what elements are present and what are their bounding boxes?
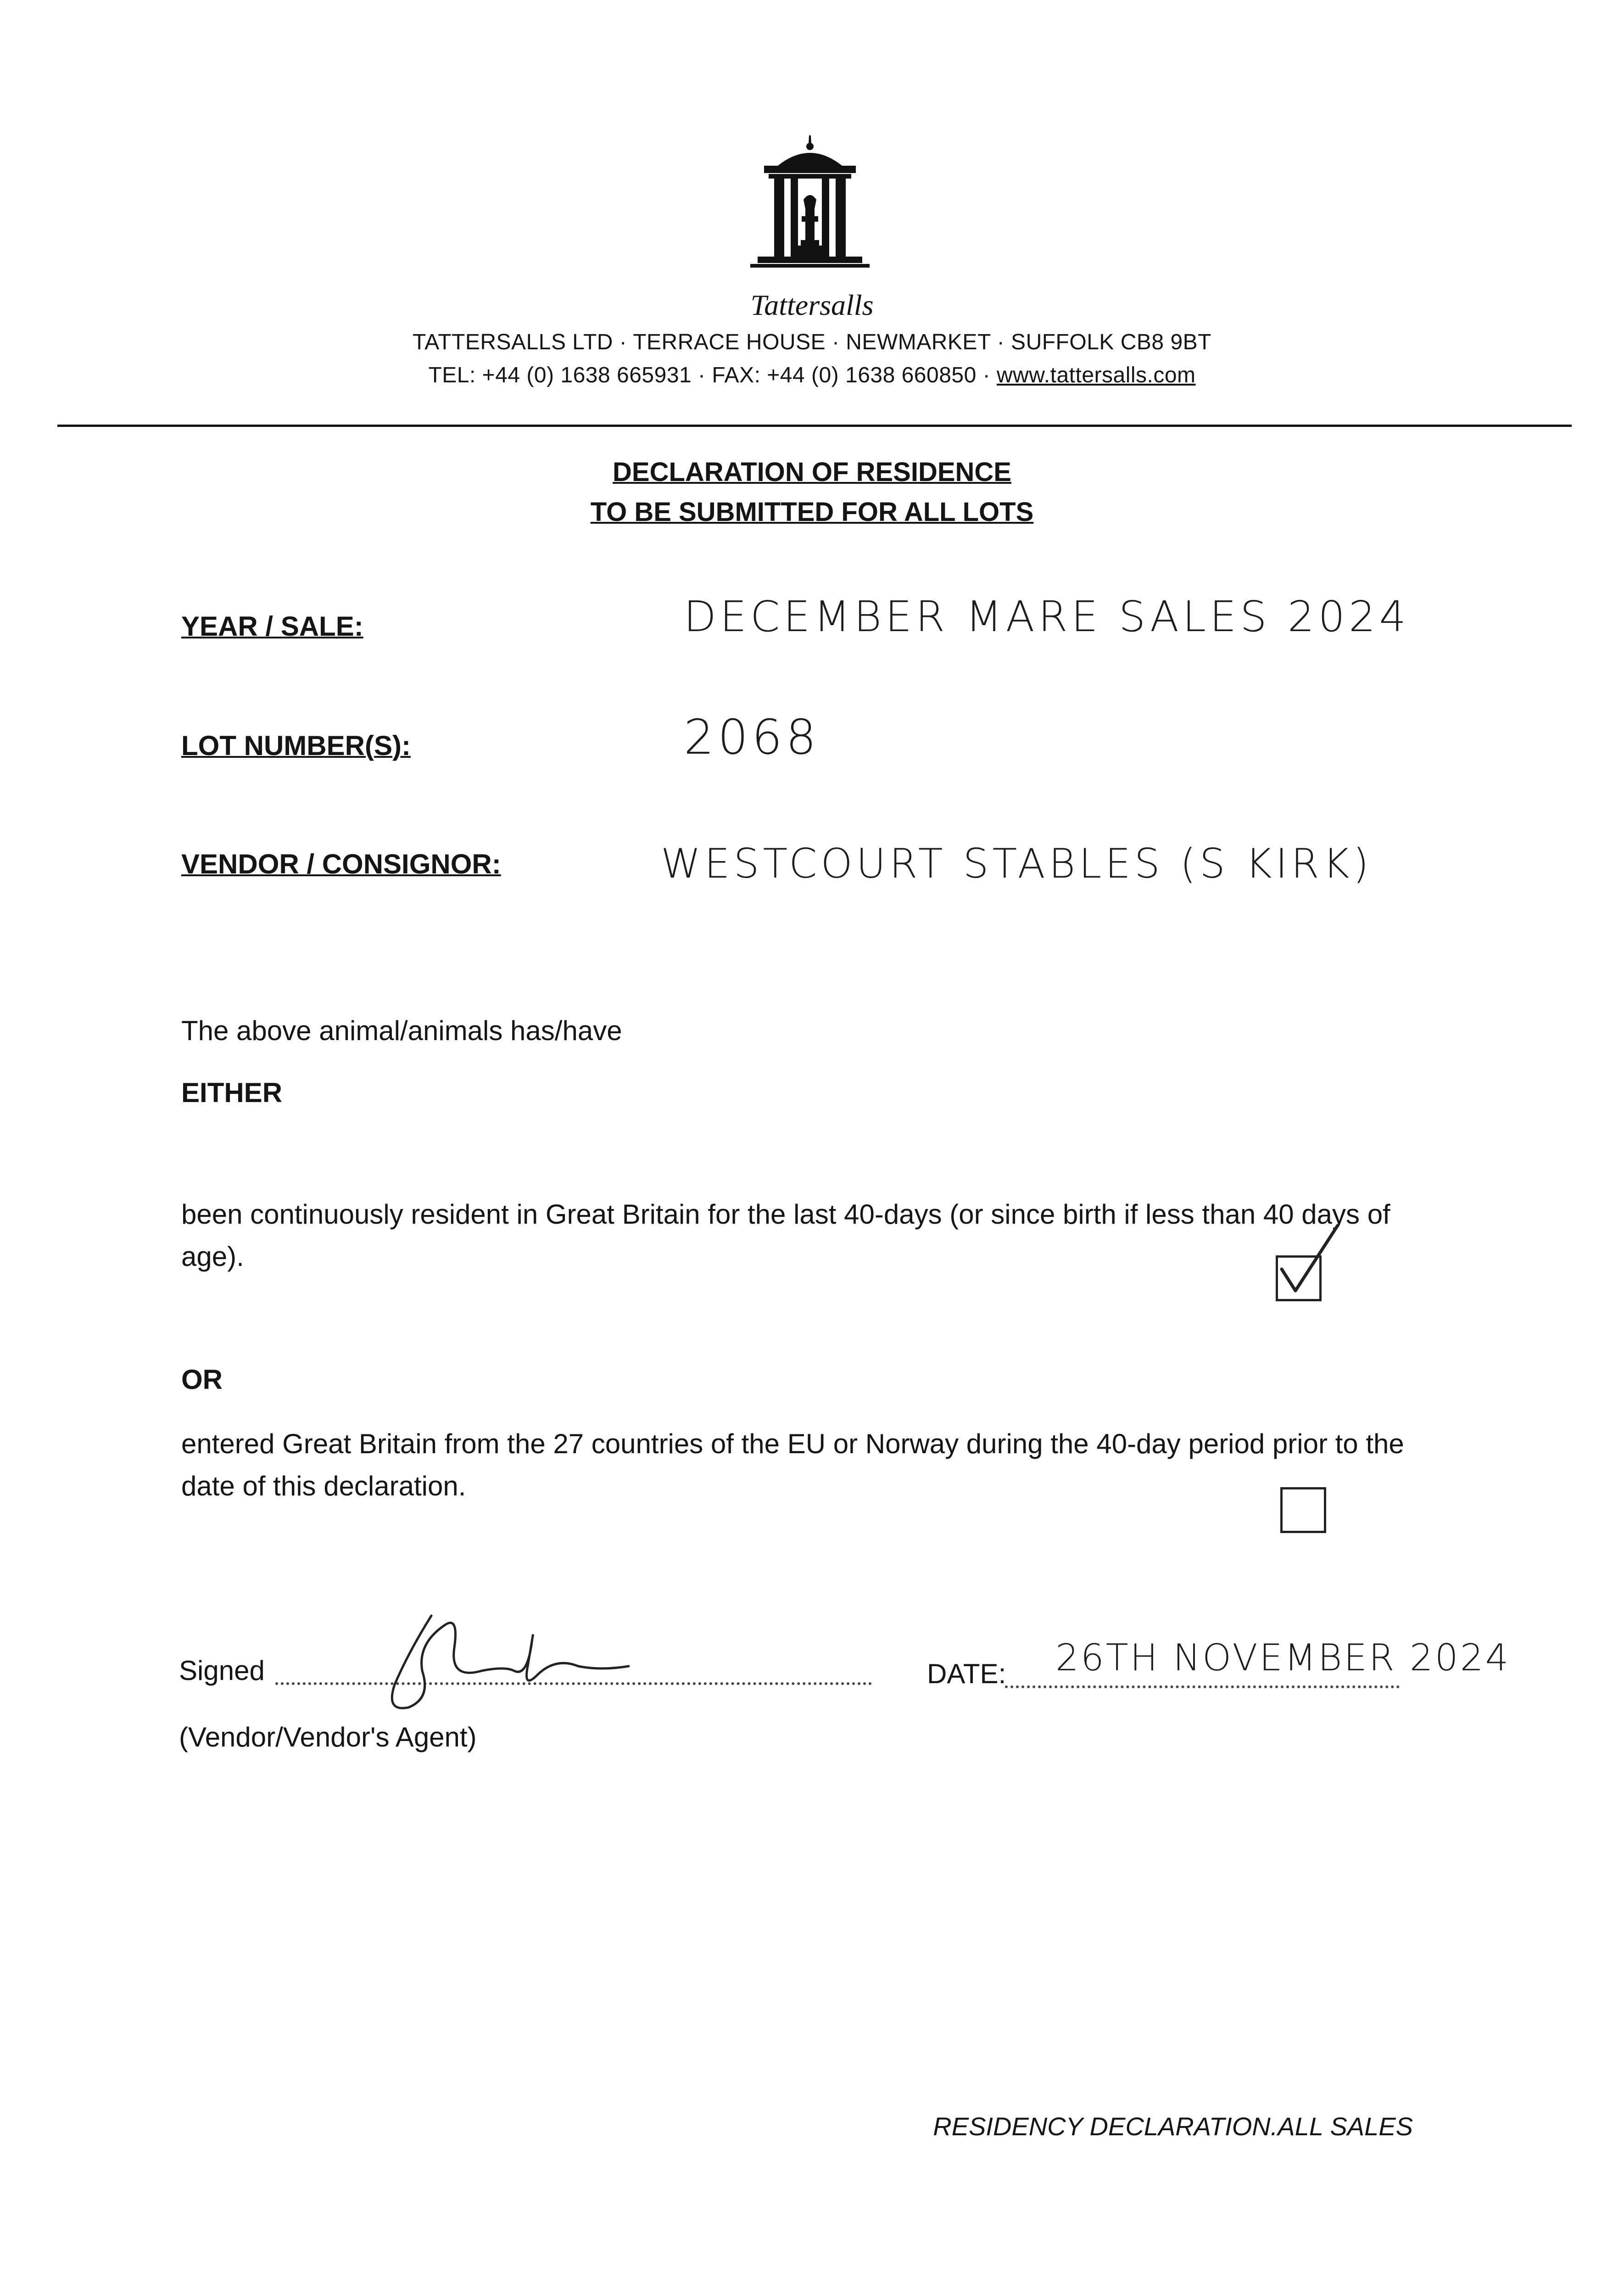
year-sale-value[interactable]: DECEMBER MARE SALES 2024: [684, 592, 1410, 641]
vendor-label: VENDOR / CONSIGNOR:: [181, 849, 501, 879]
lot-numbers-label: LOT NUMBER(S):: [181, 730, 411, 761]
brand-name: Tattersalls: [750, 289, 874, 321]
contact-numbers: TEL: +44 (0) 1638 665931 · FAX: +44 (0) 1638 660850 ·: [428, 363, 997, 387]
signed-label: Signed: [179, 1655, 265, 1686]
form-title: DECLARATION OF RESIDENCE: [613, 457, 1011, 487]
residence-checkbox[interactable]: [1276, 1255, 1322, 1301]
vendor-agent-label: (Vendor/Vendor's Agent): [179, 1722, 477, 1752]
vendor-value[interactable]: WESTCOURT STABLES (S KIRK): [661, 840, 1373, 887]
option-continuous-residence: been continuously resident in Great Britain for the last 40-days (or since birth if less than 40 days of age).: [181, 1199, 1390, 1272]
footer-reference: RESIDENCY DECLARATION.ALL SALES: [933, 2112, 1413, 2141]
intro-text: The above animal/animals has/have: [181, 1015, 622, 1046]
eu-entry-checkbox[interactable]: [1280, 1487, 1326, 1533]
lot-numbers-value[interactable]: 2068: [684, 709, 820, 765]
year-sale-label: YEAR / SALE:: [181, 611, 363, 642]
either-label: EITHER: [181, 1077, 283, 1108]
website-link[interactable]: www.tattersalls.com: [996, 363, 1196, 387]
or-label: OR: [181, 1364, 223, 1395]
form-subtitle: TO BE SUBMITTED FOR ALL LOTS: [590, 497, 1034, 527]
company-address: TATTERSALLS LTD · TERRACE HOUSE · NEWMARKET · SUFFOLK CB8 9BT: [413, 330, 1211, 354]
handwritten-signature: [381, 1597, 638, 1717]
date-line[interactable]: [1005, 1685, 1400, 1688]
header-divider: [57, 425, 1572, 427]
date-label: DATE:: [927, 1658, 1006, 1689]
tattersalls-logo: [732, 135, 888, 291]
checkmark-icon: [1273, 1221, 1342, 1299]
contact-line: [0, 363, 1624, 388]
date-value[interactable]: 26TH NOVEMBER 2024: [1055, 1636, 1511, 1679]
option-entered-from-eu: entered Great Britain from the 27 countries of the EU or Norway during the 40-day period prior to the date of this declaration.: [181, 1428, 1404, 1501]
